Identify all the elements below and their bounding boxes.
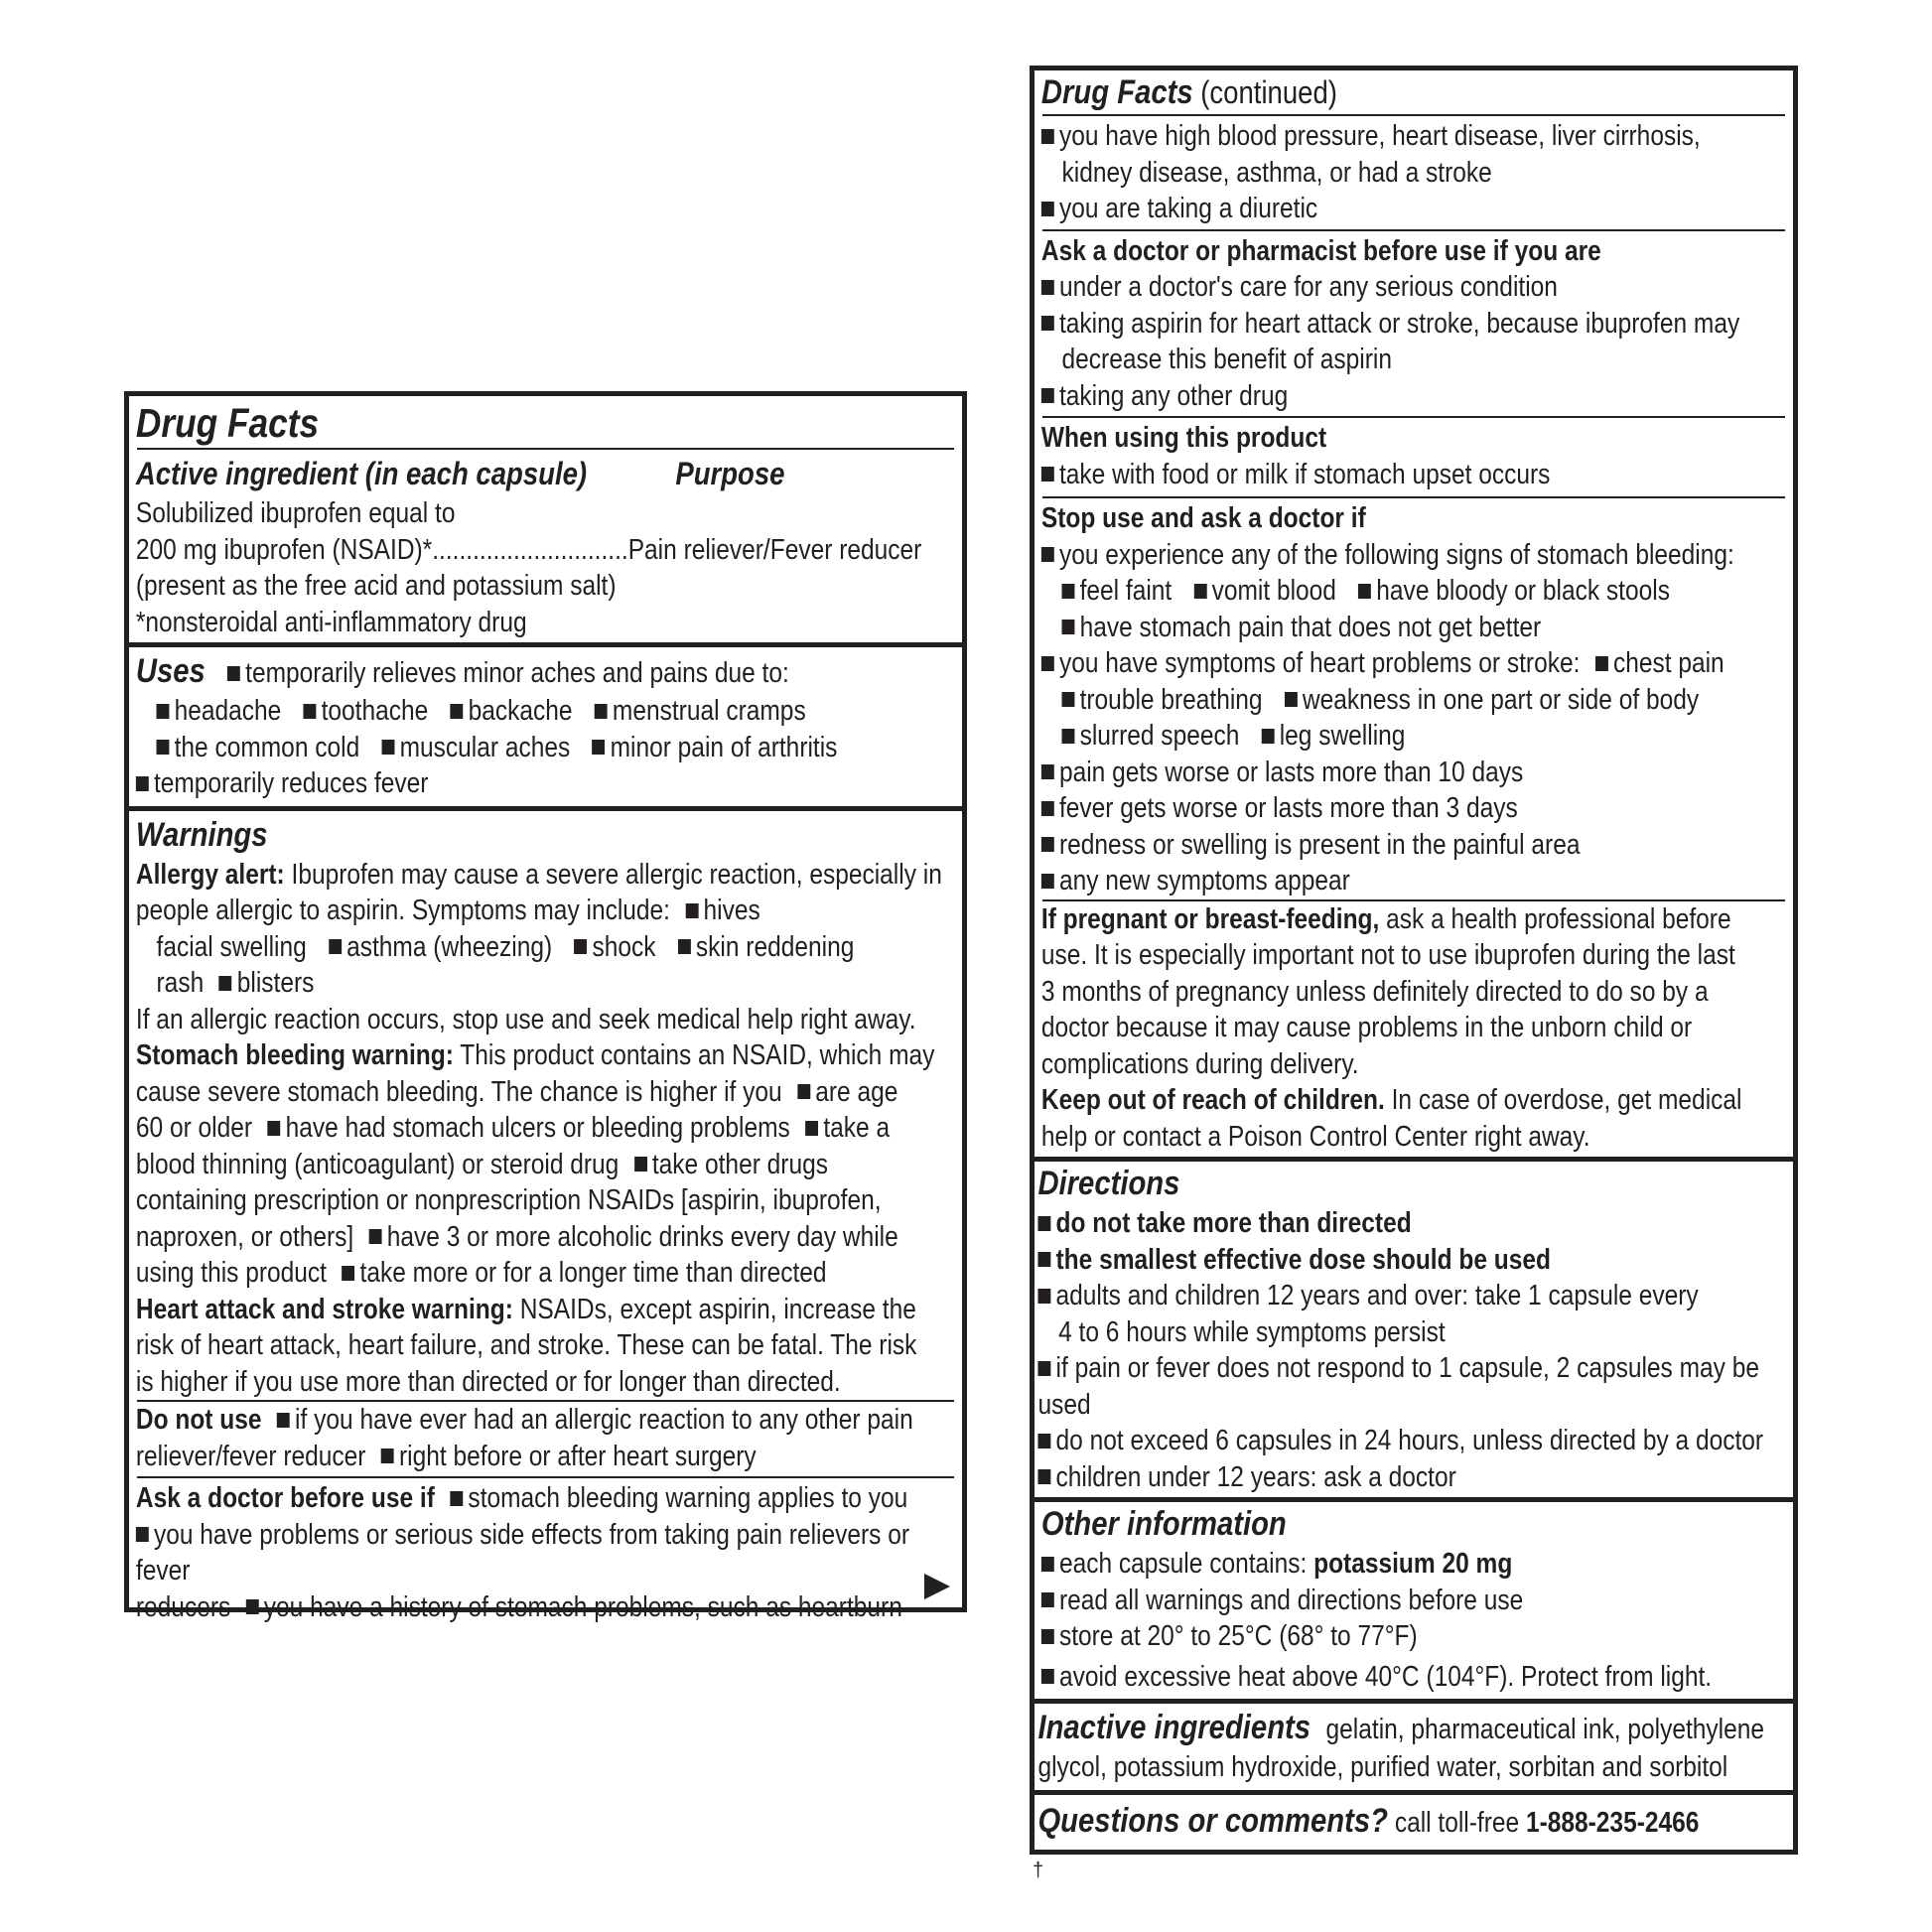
list-item: you experience any of the following signs of stomach bleeding: — [1058, 538, 1734, 571]
symptom-item: blisters — [236, 967, 315, 999]
bullet-icon — [1194, 584, 1207, 599]
bullet-icon — [1041, 874, 1054, 889]
bullet-icon — [1041, 656, 1054, 671]
uses-item: headache — [174, 695, 282, 727]
list-item: the smallest effective dose should be used — [1055, 1243, 1552, 1276]
list-item: vomit blood — [1211, 575, 1336, 607]
bullet-icon — [1041, 129, 1054, 144]
potassium-amount: potassium 20 mg — [1313, 1548, 1513, 1580]
list-item: each capsule contains: — [1058, 1548, 1314, 1580]
ingredients-text: glycol, potassium hydroxide, purified water, sorbitan and sorbitol — [1037, 1751, 1728, 1783]
bullet-icon — [1041, 316, 1054, 331]
questions-text: call toll-free — [1388, 1806, 1526, 1839]
when-using-section — [1035, 418, 1791, 496]
continue-arrow-icon — [924, 1574, 950, 1599]
bullet-icon — [1285, 692, 1298, 707]
bullet-icon — [342, 1266, 354, 1281]
other-info-heading: Other information — [1040, 1505, 1287, 1543]
warning-text: doctor because it may cause problems in the unborn child or — [1040, 1012, 1693, 1043]
warning-text: use. It is especially important not to use ibuprofen during the last — [1040, 939, 1735, 971]
bullet-icon — [574, 939, 587, 954]
list-item: read all warnings and directions before use — [1058, 1584, 1524, 1616]
ask-pharmacist-label: Ask a doctor or pharmacist before use if you are — [1040, 234, 1601, 267]
warning-text: right before or after heart surgery — [399, 1440, 757, 1472]
warning-text: risk of heart attack, heart failure, and stroke. These can be fatal. The risk — [135, 1329, 917, 1361]
list-item: have bloody or black stools — [1376, 575, 1670, 607]
active-line: 200 mg ibuprofen (NSAID)*.............................Pain reliever/Fever reducer — [135, 533, 922, 566]
inactive-ingredients-section — [1035, 1704, 1791, 1790]
bullet-icon — [136, 776, 149, 791]
bullet-icon — [1037, 1361, 1050, 1376]
bullet-icon — [329, 939, 342, 954]
warning-text: reliever/fever reducer — [135, 1440, 366, 1472]
bullet-icon — [1037, 1289, 1050, 1304]
list-item: store at 20° to 25°C (68° to 77°F) — [1058, 1620, 1418, 1652]
list-item: leg swelling — [1279, 720, 1406, 752]
warning-text: ask a health professional before — [1379, 902, 1731, 935]
ask-doctor-section — [129, 1478, 960, 1625]
bullet-icon — [1041, 1557, 1054, 1572]
warning-text: have 3 or more alcoholic drinks every day while — [386, 1220, 898, 1253]
warning-text: containing prescription or nonprescription NSAIDs [aspirin, ibuprofen, — [135, 1184, 882, 1216]
active-ingredient-section — [129, 450, 960, 642]
directions-section — [1035, 1162, 1791, 1497]
warning-text: take other drugs — [651, 1148, 828, 1180]
bullet-icon — [1041, 467, 1054, 482]
warning-text: if you have ever had an allergic reaction to any other pain — [295, 1404, 913, 1436]
bullet-icon — [219, 976, 232, 991]
bullet-icon — [678, 939, 691, 954]
bullet-icon — [381, 1449, 394, 1463]
bullet-icon — [1037, 1434, 1050, 1449]
list-item: you have symptoms of heart problems or stroke: — [1058, 647, 1581, 679]
bullet-icon — [157, 740, 170, 755]
uses-section — [129, 647, 960, 806]
list-item: decrease this benefit of aspirin — [1061, 344, 1392, 375]
list-item: trouble breathing — [1079, 683, 1263, 716]
continued-label: (continued) — [1192, 74, 1337, 110]
bullet-icon — [1041, 1629, 1054, 1644]
warning-text: you have a history of stomach problems, such as heartburn — [263, 1590, 902, 1623]
bullet-icon — [634, 1157, 647, 1172]
warning-text: people allergic to aspirin. Symptoms may include: — [135, 895, 670, 926]
warning-text: take a — [823, 1112, 891, 1144]
list-item: have stomach pain that does not get better — [1079, 611, 1542, 643]
uses-item: muscular aches — [399, 731, 571, 763]
drug-facts-title: Drug Facts — [135, 400, 320, 446]
bullet-icon — [1062, 692, 1075, 707]
list-item: weakness in one part or side of body — [1302, 683, 1700, 716]
drug-facts-panel-left — [124, 391, 967, 1623]
list-item: chest pain — [1612, 647, 1725, 679]
uses-heading: Uses — [135, 652, 206, 690]
warning-text: Ibuprofen may cause a severe allergic reaction, especially in — [284, 858, 942, 891]
stomach-bleeding-label: Stomach bleeding warning: — [135, 1039, 454, 1071]
list-item: if pain or fever does not respond to 1 capsule, 2 capsules may be used — [1037, 1352, 1759, 1421]
active-line: (present as the free acid and potassium salt) — [135, 570, 617, 602]
warning-text: stomach bleeding warning applies to you — [468, 1482, 908, 1514]
bullet-icon — [1041, 388, 1054, 403]
continued-items — [1035, 116, 1791, 229]
warning-text: using this product — [135, 1257, 327, 1289]
inactive-ingredients-heading: Inactive ingredients — [1037, 1709, 1311, 1746]
other-info-section — [1035, 1502, 1791, 1699]
uses-item: toothache — [321, 695, 429, 727]
bullet-icon — [246, 1599, 259, 1614]
bullet-icon — [450, 1491, 463, 1506]
warning-text: If an allergic reaction occurs, stop use and seek medical help right away. — [135, 1003, 916, 1035]
bullet-icon — [1037, 1252, 1050, 1267]
list-item: adults and children 12 years and over: take 1 capsule every — [1055, 1280, 1699, 1311]
footnote-mark: † — [1033, 1860, 1044, 1881]
bullet-icon — [1037, 1469, 1050, 1484]
bullet-icon — [593, 740, 606, 755]
warning-text: help or contact a Poison Control Center right away. — [1040, 1120, 1590, 1153]
warning-text: reducers — [135, 1590, 231, 1623]
warnings-heading: Warnings — [135, 815, 268, 854]
warning-text: have had stomach ulcers or bleeding problems — [285, 1112, 790, 1144]
list-item: you are taking a diuretic — [1058, 193, 1318, 224]
when-using-label: When using this product — [1040, 422, 1327, 454]
symptom-item: hives — [703, 895, 760, 926]
bullet-icon — [369, 1229, 382, 1244]
list-item: fever gets worse or lasts more than 3 days — [1058, 792, 1518, 824]
questions-section — [1035, 1795, 1791, 1843]
pregnant-label: If pregnant or breast-feeding, — [1040, 902, 1380, 935]
list-item: you have high blood pressure, heart disease, liver cirrhosis, — [1058, 120, 1701, 152]
stop-use-section — [1035, 498, 1791, 899]
bullet-icon — [268, 1121, 281, 1136]
list-item: children under 12 years: ask a doctor — [1055, 1460, 1456, 1493]
bullet-icon — [227, 666, 240, 681]
stop-use-label: Stop use and ask a doctor if — [1040, 502, 1366, 534]
warning-text: take more or for a longer time than directed — [359, 1257, 827, 1289]
list-item: taking any other drug — [1058, 379, 1289, 412]
list-item: avoid excessive heat above 40°C (104°F). Protect from light. — [1058, 1660, 1713, 1693]
symptom-item: skin reddening — [695, 930, 855, 963]
bullet-icon — [685, 903, 698, 918]
list-item: any new symptoms appear — [1058, 865, 1350, 897]
warning-text: cause severe stomach bleeding. The chance is higher if you — [135, 1075, 782, 1108]
drug-facts-title: Drug Facts — [1040, 73, 1193, 111]
bullet-icon — [1595, 656, 1608, 671]
active-line: Solubilized ibuprofen equal to — [135, 497, 456, 529]
warning-text: NSAIDs, except aspirin, increase the — [512, 1293, 916, 1325]
list-item: do not exceed 6 capsules in 24 hours, unless directed by a doctor — [1055, 1425, 1764, 1456]
keep-out-label: Keep out of reach of children. — [1040, 1084, 1385, 1116]
symptom-item: facial swelling — [156, 930, 307, 963]
warning-text: This product contains an NSAID, which may — [453, 1039, 935, 1071]
warning-text: naproxen, or others] — [135, 1220, 354, 1253]
symptom-item: rash — [156, 967, 205, 999]
ingredients-text: gelatin, pharmaceutical ink, polyethylene — [1325, 1714, 1764, 1745]
bullet-icon — [1262, 729, 1275, 744]
bullet-icon — [1041, 1592, 1054, 1607]
bullet-icon — [805, 1121, 818, 1136]
uses-item: temporarily reduces fever — [153, 767, 429, 799]
bullet-icon — [1041, 1669, 1054, 1684]
heart-attack-label: Heart attack and stroke warning: — [135, 1293, 513, 1325]
list-item: redness or swelling is present in the painful area — [1058, 828, 1581, 861]
list-item: 4 to 6 hours while symptoms persist — [1058, 1315, 1446, 1348]
list-item: do not take more than directed — [1055, 1207, 1412, 1239]
list-item: kidney disease, asthma, or had a stroke — [1061, 156, 1492, 189]
bullet-icon — [1041, 202, 1054, 216]
symptom-item: asthma (wheezing) — [346, 930, 553, 963]
warning-text: 60 or older — [135, 1112, 253, 1144]
list-item: under a doctor's care for any serious condition — [1058, 271, 1558, 303]
bullet-icon — [304, 704, 317, 719]
bullet-icon — [1041, 764, 1054, 779]
list-item: pain gets worse or lasts more than 10 days — [1058, 756, 1524, 788]
drug-facts-title-section — [129, 396, 960, 448]
list-item: slurred speech — [1079, 720, 1240, 752]
warning-text: is higher if you use more than directed or for longer than directed. — [135, 1365, 841, 1398]
bullet-icon — [1358, 584, 1371, 599]
symptom-item: shock — [592, 930, 656, 963]
ask-pharmacist-section — [1035, 231, 1791, 417]
bullet-icon — [595, 704, 608, 719]
questions-heading: Questions or comments? — [1037, 1801, 1389, 1840]
allergy-alert-label: Allergy alert: — [135, 858, 285, 891]
bullet-icon — [1041, 837, 1054, 852]
warning-text: In case of overdose, get medical — [1384, 1084, 1742, 1116]
bullet-icon — [1062, 620, 1075, 634]
active-ingredient-heading: Active ingredient (in each capsule) — [135, 456, 588, 491]
warning-text: you have problems or serious side effects from taking pain relievers or fever — [135, 1518, 910, 1587]
bullet-icon — [1041, 280, 1054, 295]
bullet-icon — [136, 1527, 149, 1542]
ask-doctor-label: Ask a doctor before use if — [135, 1482, 435, 1514]
drug-facts-panel-right — [1030, 66, 1798, 1855]
uses-item: minor pain of arthritis — [610, 731, 838, 763]
warnings-section — [129, 811, 960, 1401]
warning-text: blood thinning (anticoagulant) or steroid drug — [135, 1148, 620, 1180]
uses-intro: temporarily relieves minor aches and pains due to: — [245, 657, 789, 689]
bullet-icon — [451, 704, 464, 719]
purpose-heading: Purpose — [675, 456, 785, 491]
bullet-icon — [1041, 801, 1054, 816]
continued-title-section — [1035, 70, 1791, 114]
warning-text: are age — [815, 1075, 898, 1108]
bullet-icon — [277, 1413, 290, 1428]
active-line: *nonsteroidal anti-inflammatory drug — [135, 606, 527, 638]
uses-item: the common cold — [174, 731, 360, 763]
bullet-icon — [157, 704, 170, 719]
uses-item: menstrual cramps — [612, 695, 806, 727]
list-item: taking aspirin for heart attack or stroke, because ibuprofen may — [1058, 307, 1740, 340]
bullet-icon — [1062, 584, 1075, 599]
do-not-use-section — [129, 1402, 960, 1476]
uses-item: backache — [468, 695, 573, 727]
do-not-use-label: Do not use — [135, 1404, 262, 1436]
list-item: feel faint — [1079, 575, 1173, 607]
warning-text: complications during delivery. — [1040, 1047, 1359, 1080]
bullet-icon — [1062, 729, 1075, 744]
directions-heading: Directions — [1037, 1165, 1180, 1202]
bullet-icon — [1037, 1216, 1050, 1231]
bullet-icon — [382, 740, 395, 755]
warning-text: 3 months of pregnancy unless definitely directed to do so by a — [1040, 975, 1709, 1008]
list-item: take with food or milk if stomach upset occurs — [1058, 458, 1551, 490]
bullet-icon — [1041, 547, 1054, 562]
pregnant-section — [1035, 901, 1791, 1158]
phone-number: 1-888-235-2466 — [1525, 1806, 1700, 1839]
bullet-icon — [797, 1084, 810, 1099]
